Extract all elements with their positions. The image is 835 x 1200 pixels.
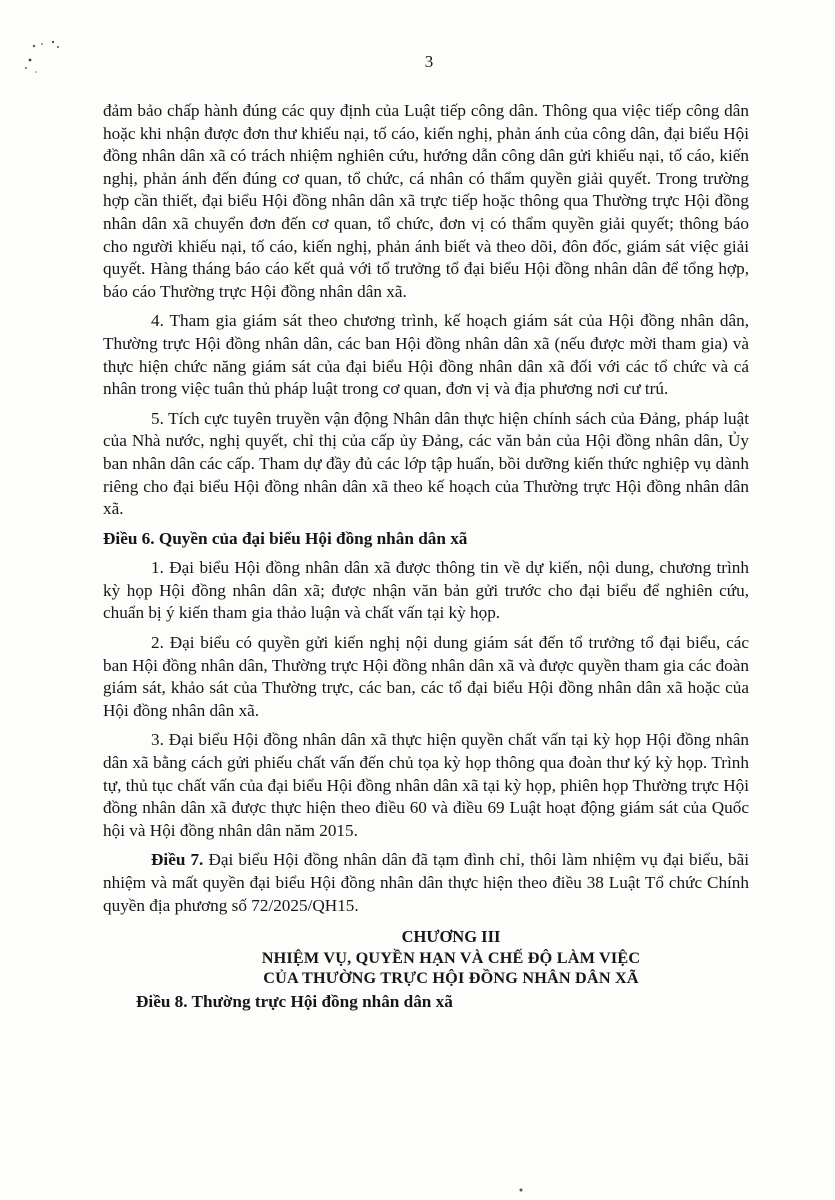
paragraph-continuation: đảm bảo chấp hành đúng các quy định của Luật tiếp công dân. Thông qua việc tiếp công dân hoặc khi nhận được đơn thư khiếu nại, tố cáo, kiến nghị, phản ánh của công dân, đại biểu Hội đồng nhân dân xã có trách nhiệm nghiên cứu, hướng dẫn công dân gửi khiếu nại, tố cáo, kiến nghị, phản ánh đến đúng cơ quan, tổ chức, cá nhân có thẩm quyền giải quyết. Trong trường hợp cần thiết, đại biểu Hội đồng nhân dân xã trực tiếp hoặc thông qua Thường trực Hội đồng nhân dân xã chuyển đơn đến cơ quan, tổ chức, đơn vị có thẩm quyền giải quyết; thông báo cho người khiếu nại, tố cáo, kiến nghị, phản ánh biết và theo dõi, đôn đốc, giám sát việc giải quyết. Hàng tháng báo cáo kết quả với tổ trưởng tổ đại biểu Hội đồng nhân dân để tổng hợp, báo cáo Thường trực Hội đồng nhân dân xã. [103, 101, 749, 301]
article-6-heading: Điều 6. Quyền của đại biểu Hội đồng nhân dân xã [103, 528, 468, 548]
paragraph-item-4: 4. Tham gia giám sát theo chương trình, kế hoạch giám sát của Hội đồng nhân dân, Thường trực Hội đồng nhân dân, các ban Hội đồng nhân dân xã (nếu được mời tham gia) và thực hiện chức năng giám sát của đại biểu Hội đồng nhân dân xã đối với các tổ chức và cá nhân trong việc tuân thủ pháp luật trong cơ quan, đơn vị và địa phương nơi cư trú. [103, 311, 749, 399]
article-6-item-2: 2. Đại biểu có quyền gửi kiến nghị nội dung giám sát đến tổ trưởng tổ đại biểu, các ban Hội đồng nhân dân, Thường trực Hội đồng nhân dân xã và được quyền tham gia các đoàn giám sát, khảo sát của Thường trực, các ban, các tổ đại biểu Hội đồng nhân dân xã hoặc của Hội đồng nhân dân xã. [103, 633, 749, 720]
page-number: 3 [424, 52, 434, 71]
chapter-number: CHƯƠNG III [401, 927, 501, 947]
article-7-paragraph [103, 849, 749, 917]
chapter-title-line-1: NHIỆM VỤ, QUYỀN HẠN VÀ CHẾ ĐỘ LÀM VIỆC [261, 948, 641, 967]
chapter-title-line-2: CỦA THƯỜNG TRỰC HỘI ĐỒNG NHÂN DÂN XÃ [263, 969, 639, 988]
article-6-item-3: 3. Đại biểu Hội đồng nhân dân xã thực hiện quyền chất vấn tại kỳ họp Hội đồng nhân dân xã bằng cách gửi phiếu chất vấn đến chủ tọa kỳ họp thông qua đoàn thư ký kỳ họp. Trình tự, thủ tục chất vấn của đại biểu Hội đồng nhân dân xã tại kỳ họp, phiên họp Thường trực Hội đồng nhân dân xã được thực hiện theo điều 60 và điều 69 Luật hoạt động giám sát của Quốc hội và Hội đồng nhân dân năm 2015. [103, 730, 749, 840]
article-8-heading: Điều 8. Thường trực Hội đồng nhân dân xã [136, 991, 453, 1011]
document-body [103, 100, 749, 1020]
paragraph-item-5: 5. Tích cực tuyên truyền vận động Nhân dân thực hiện chính sách của Đảng, pháp luật của Nhà nước, nghị quyết, chỉ thị của cấp ủy Đảng, các văn bản của Hội đồng nhân dân, Ủy ban nhân dân các cấp. Tham dự đầy đủ các lớp tập huấn, bồi dưỡng kiến thức nghiệp vụ dành riêng cho đại biểu Hội đồng nhân dân xã theo kế hoạch của Thường trực Hội đồng nhân dân xã. [103, 408, 749, 519]
chapter-heading [103, 927, 749, 989]
article-7-lead: Điều 7. [151, 850, 204, 870]
article-7-text: Đại biểu Hội đồng nhân dân đã tạm đình chỉ, thôi làm nhiệm vụ đại biểu, bãi nhiệm và mất quyền đại biểu Hội đồng nhân dân thực hiện theo điều 38 Luật Tổ chức Chính quyền địa phương số 72/2025/QH15. [103, 850, 749, 915]
scan-artifact-dot [517, 1186, 525, 1194]
article-6-item-1: 1. Đại biểu Hội đồng nhân dân xã được thông tin về dự kiến, nội dung, chương trình kỳ họp Hội đồng nhân dân xã; được nhận văn bản gửi trước cho đại biểu để nghiên cứu, chuẩn bị ý kiến tham gia thảo luận và chất vấn tại kỳ họp. [103, 558, 749, 623]
